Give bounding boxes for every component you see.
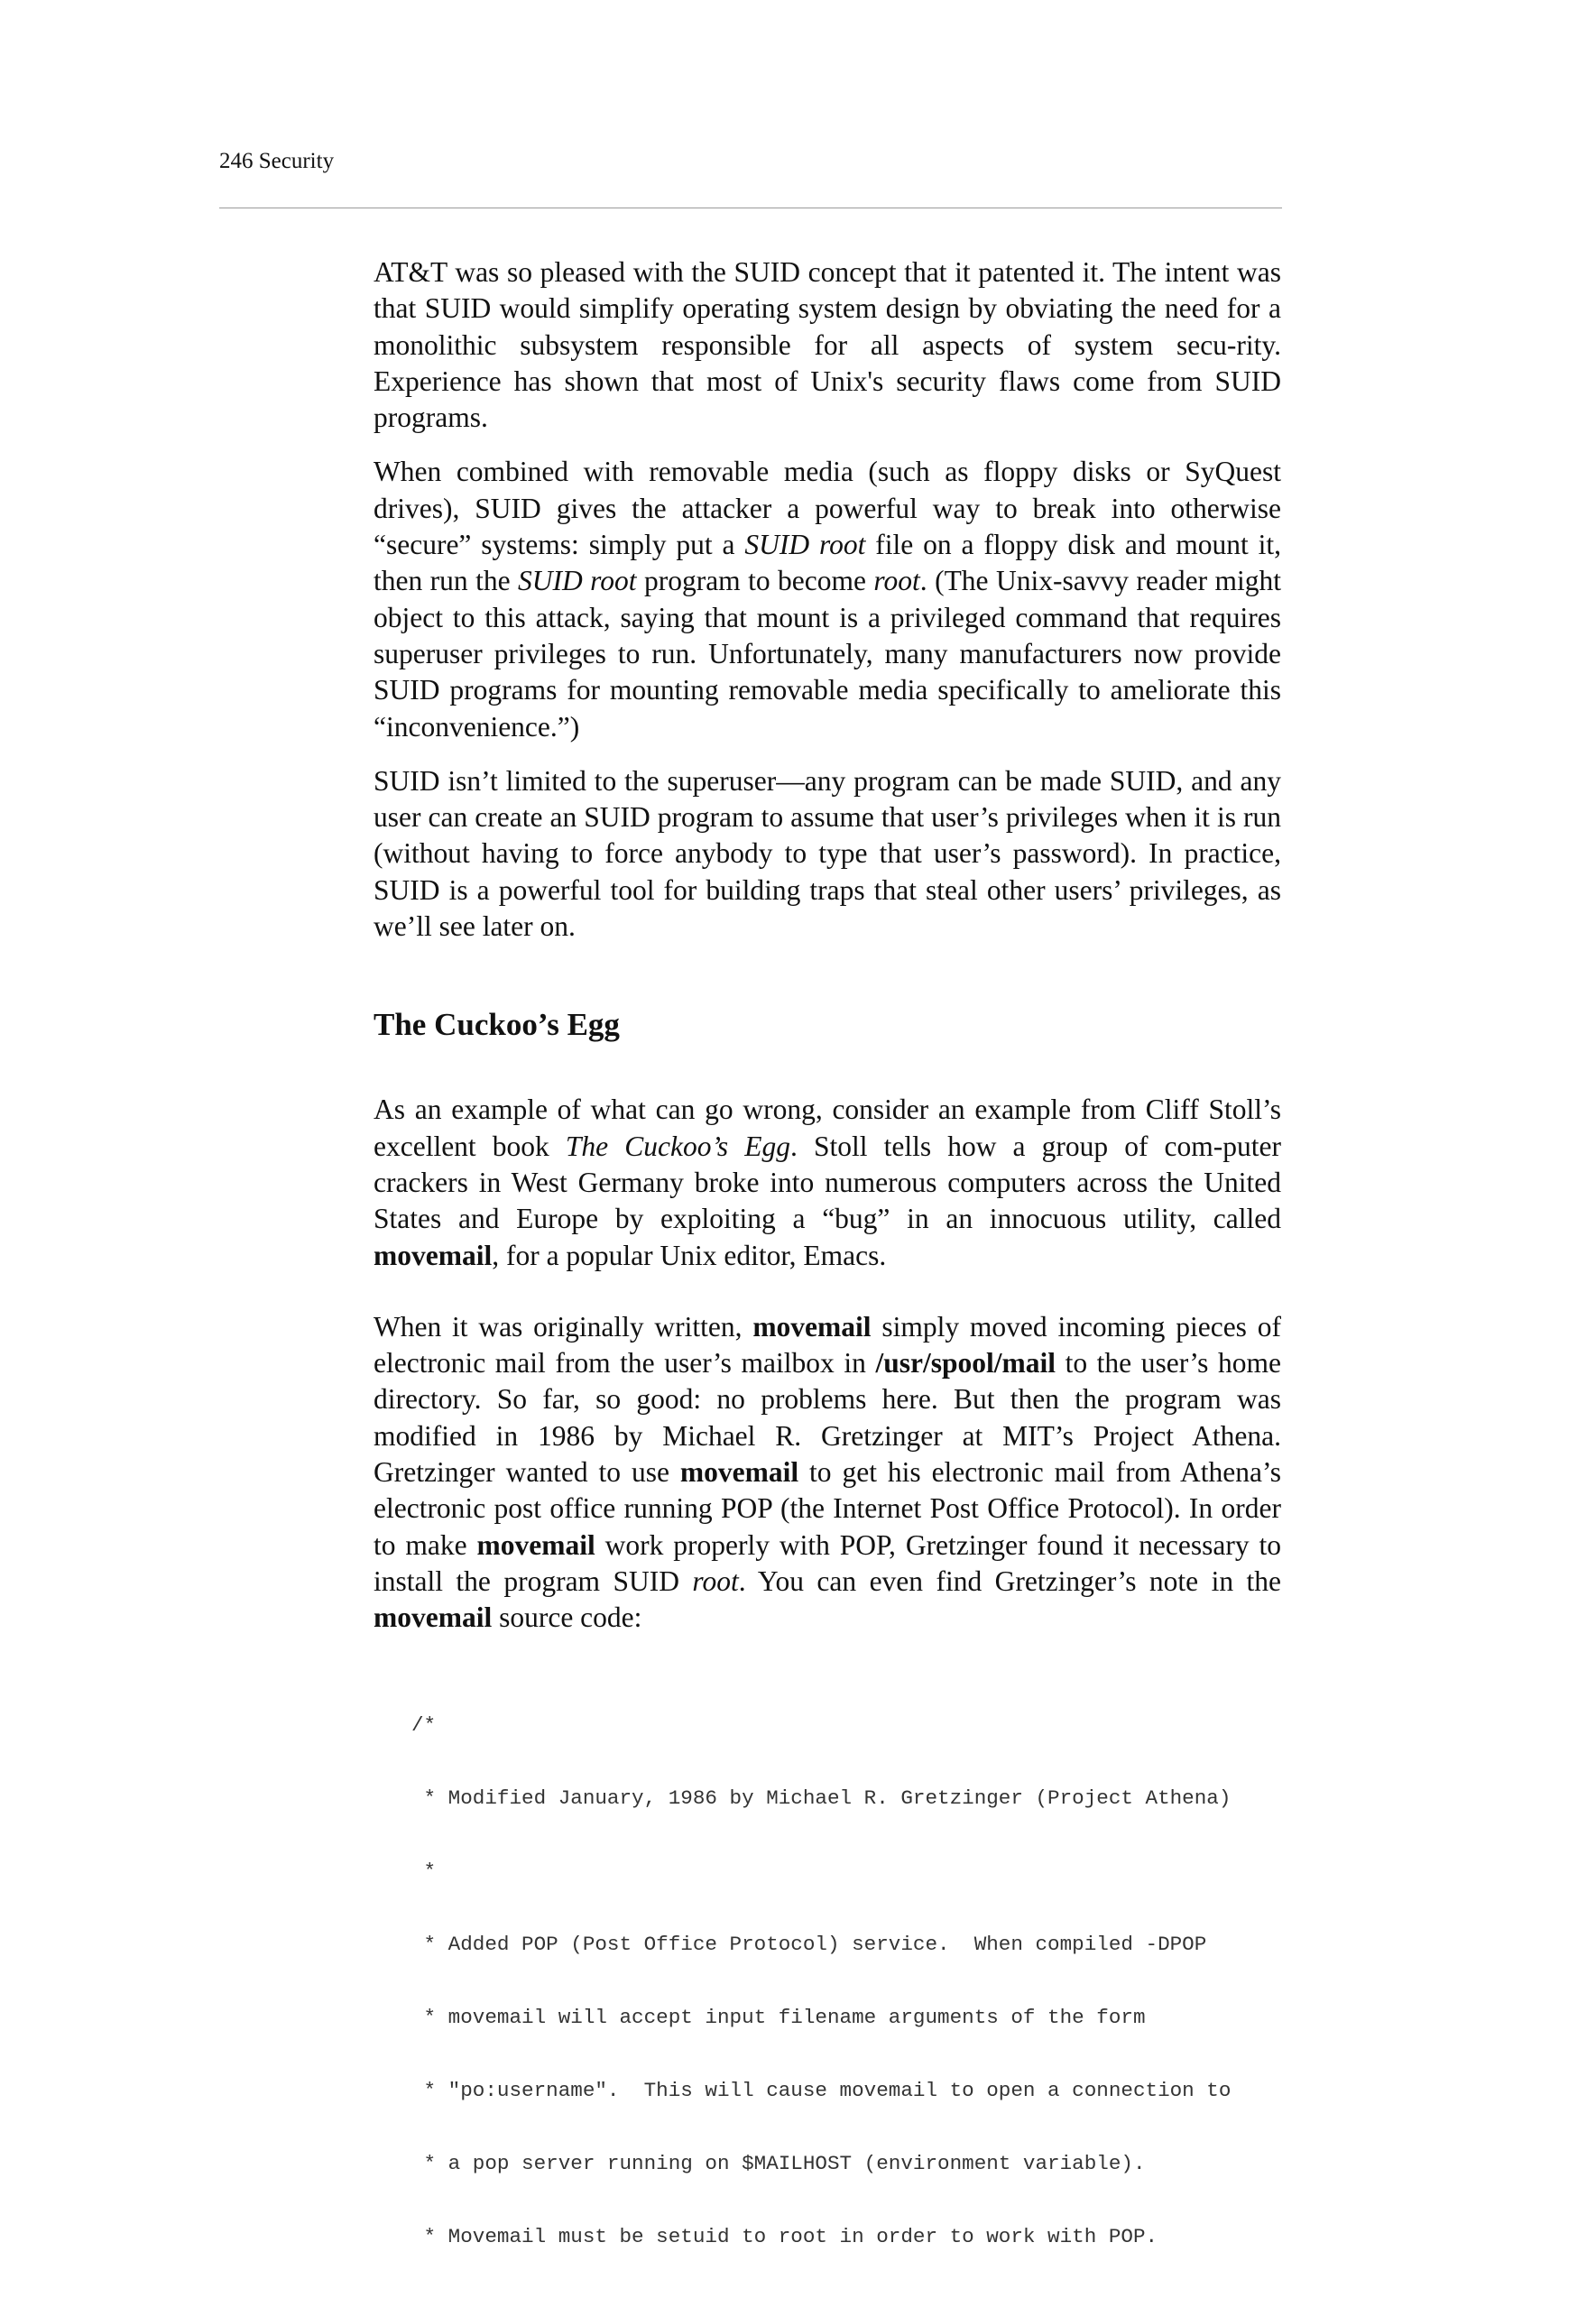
code-line: * Modified January, 1986 by Michael R. Gretzinger (Project Athena)	[411, 1786, 1232, 1810]
paragraph-text: When it was originally written,	[374, 1310, 753, 1343]
paragraph-text: source code:	[492, 1601, 642, 1634]
code-line: * "po:username". This will cause movemail to open a connection to	[411, 2078, 1232, 2102]
program-name: movemail	[752, 1310, 872, 1343]
italic-term: SUID root	[744, 529, 866, 561]
paragraph-text: AT&T was so pleased with the SUID concept that it patented it. The intent was that SUID would simplify operating system design by obviating the need for a monolithic subsystem responsible for all aspects of system secu-rity. Experience has shown that most of Unix's security flaws come from SUID programs.	[374, 256, 1281, 434]
book-title: The Cuckoo’s Egg	[565, 1130, 790, 1162]
paragraph-text: . You can even find Gretzinger’s note in the	[738, 1564, 1281, 1597]
paragraph-text: work properly with POP, Gretzinger found it necessary to install the program SUID	[374, 1528, 1281, 1597]
paragraph-text: program to become	[636, 565, 874, 597]
paragraph-text: , for a popular Unix editor, Emacs.	[492, 1239, 887, 1271]
paragraph-text: to the user’s home directory. So far, so good: no problems here. But then the program was modified in 1986 by Michael R. Gretzinger at MIT’s Project Athena. Gretzinger wanted to use	[374, 1347, 1281, 1489]
paragraph-text: file on a floppy disk and mount it, then run the	[374, 529, 1281, 597]
running-head: 246 Security	[219, 149, 335, 173]
italic-term: root	[873, 565, 920, 597]
paragraph-removable-media	[374, 454, 1281, 744]
italic-term: root	[692, 1564, 739, 1597]
code-line: * Movemail must be setuid to root in order to work with POP.	[411, 2224, 1158, 2248]
code-line: /*	[411, 1712, 437, 1737]
program-name: movemail	[374, 1239, 493, 1271]
paragraph-text: SUID isn’t limited to the superuser—any program can be made SUID, and any user can create an SUID program to assume that user’s privileges when it is run (without having to force anybody to type that user’s password). In practice, SUID is a powerful tool for building traps that steal other users’ privileges, as we’ll see later on.	[374, 764, 1281, 943]
paragraph-text: simply moved incoming pieces of electronic mail from the user’s mailbox in	[374, 1310, 1281, 1380]
paragraph-suid-superuser	[374, 763, 1281, 945]
file-path: /usr/spool/mail	[875, 1347, 1056, 1380]
program-name: movemail	[476, 1528, 595, 1561]
italic-term: SUID root	[518, 565, 637, 597]
program-name: movemail	[679, 1456, 799, 1489]
code-line: * movemail will accept input filename arguments of the form	[411, 2005, 1146, 2029]
code-line: * a pop server running on $MAILHOST (environment variable).	[411, 2151, 1146, 2175]
code-line: * Added POP (Post Office Protocol) service. When compiled -DPOP	[411, 1932, 1207, 1956]
paragraph-text: to get his electronic mail from Athena’s electronic post office running POP (the Internet Post Office Protocol). In order to make	[374, 1456, 1281, 1561]
paragraph-text: When combined with removable media (such as floppy disks or SyQuest drives), SUID gives the attacker a powerful way to break into otherwise “secure” systems: simply put a	[374, 456, 1281, 561]
paragraph-text: As an example of what can go wrong, consider an example from Cliff Stoll’s excellent book	[374, 1094, 1281, 1162]
paragraph-text: . (The Unix-savvy reader might object to this attack, saying that mount is a privileged command that requires superuser privileges to run. Unfortunately, many manufacturers now provide SUID programs for mounting removable media specifically to ameliorate this “inconvenience.”)	[374, 565, 1281, 743]
paragraph-text: . Stoll tells how a group of com-puter crackers in West Germany broke into numerous computers across the United States and Europe by exploiting a “bug” in an innocuous utility, called	[374, 1130, 1281, 1235]
code-line: *	[411, 1859, 437, 1883]
section-heading: The Cuckoo’s Egg	[374, 1007, 620, 1043]
paragraph-movemail-history	[374, 1309, 1281, 1637]
paragraph-cuckoos-egg	[374, 1092, 1281, 1273]
text-column	[374, 254, 1281, 2298]
paragraph-suid-patent	[374, 254, 1281, 436]
code-listing	[411, 1665, 1281, 2298]
program-name: movemail	[374, 1601, 493, 1634]
